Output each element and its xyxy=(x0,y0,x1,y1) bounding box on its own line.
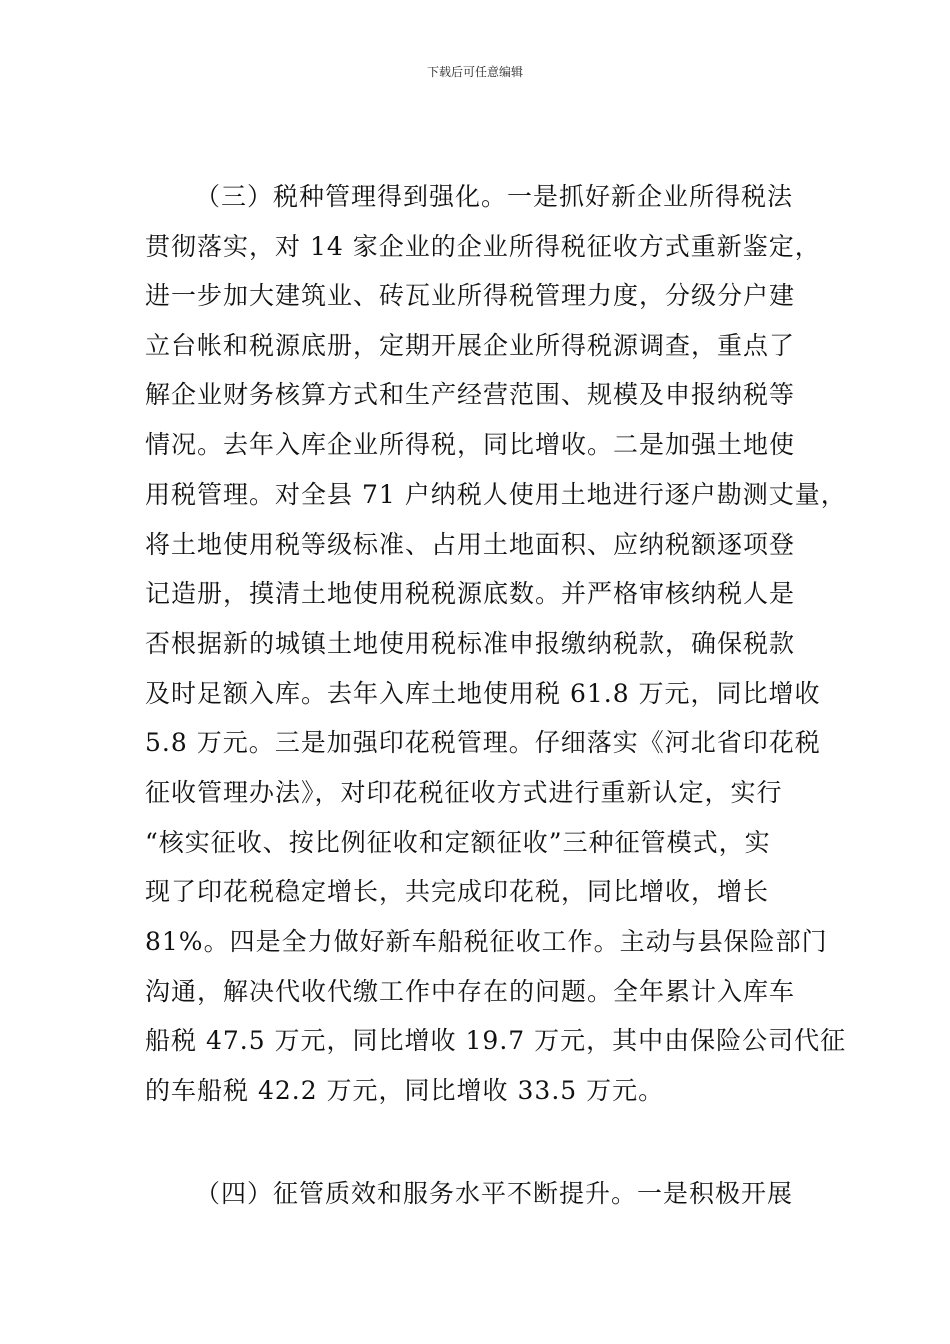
text-line: 的车船税 42.2 万元，同比增收 33.5 万元。 xyxy=(145,1076,665,1105)
text-line: 贯彻落实，对 14 家企业的企业所得税征收方式重新鉴定， xyxy=(145,232,821,261)
text-line: 立台帐和税源底册，定期开展企业所得税源调查，重点了 xyxy=(145,331,796,360)
text-line: 及时足额入库。去年入库土地使用税 61.8 万元，同比增收 xyxy=(145,679,821,708)
text-line: 情况。去年入库企业所得税，同比增收。二是加强土地使 xyxy=(145,430,796,459)
text-line: 船税 47.5 万元，同比增收 19.7 万元，其中由保险公司代征 xyxy=(145,1026,847,1055)
text-line: 记造册，摸清土地使用税税源底数。并严格审核纳税人是 xyxy=(145,579,796,608)
page-header: 下载后可任意编辑 xyxy=(426,65,523,79)
text-line: 现了印花税稳定增长，共完成印花税，同比增收，增长 xyxy=(145,877,770,906)
text-line: 5.8 万元。三是加强印花税管理。仔细落实《河北省印花税 xyxy=(145,728,821,757)
text-line: 将土地使用税等级标准、占用土地面积、应纳税额逐项登 xyxy=(145,530,796,559)
text-line: 征收管理办法》，对印花税征收方式进行重新认定，实行 xyxy=(145,778,783,807)
text-line: 否根据新的城镇土地使用税标准申报缴纳税款，确保税款 xyxy=(145,629,796,658)
text-line: “核实征收、按比例征收和定额征收”三种征管模式，实 xyxy=(145,828,771,857)
text-line: 沟通，解决代收代缴工作中存在的问题。全年累计入库车 xyxy=(145,977,796,1006)
text-line: 81%。四是全力做好新车船税征收工作。主动与县保险部门 xyxy=(145,927,828,956)
text-line: 用税管理。对全县 71 户纳税人使用土地进行逐户勘测丈量， xyxy=(145,480,847,509)
text-line: 进一步加大建筑业、砖瓦业所得税管理力度，分级分户建 xyxy=(145,281,796,310)
text-line: 解企业财务核算方式和生产经营范围、规模及申报纳税等 xyxy=(145,380,796,409)
text-line: （三）税种管理得到强化。一是抓好新企业所得税法 xyxy=(195,182,794,211)
text-line: （四）征管质效和服务水平不断提升。一是积极开展 xyxy=(195,1179,794,1208)
